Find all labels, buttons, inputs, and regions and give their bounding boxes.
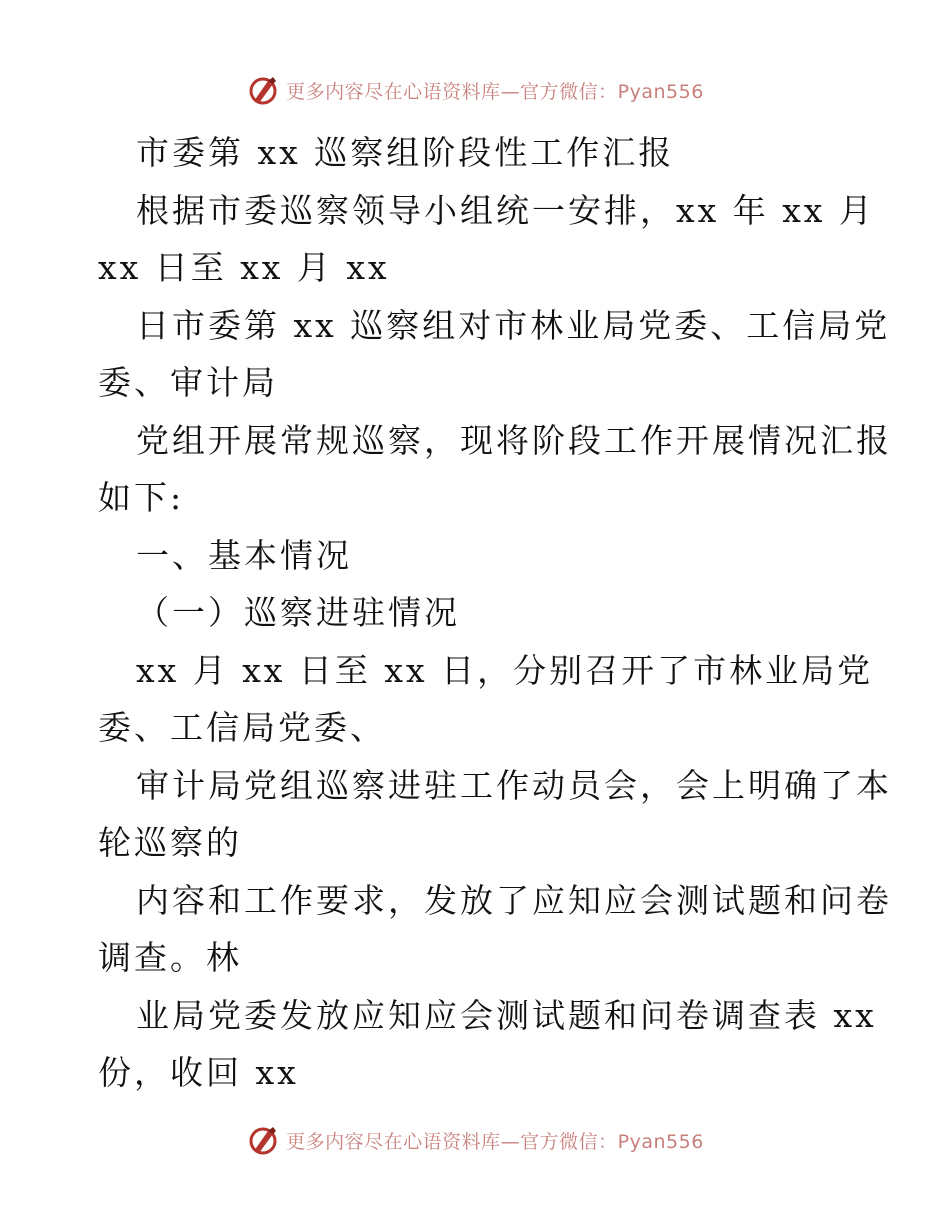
paragraph-line: 市委第 xx 巡察组阶段性工作汇报 xyxy=(136,133,675,172)
paragraph-line: （一）巡察进驻情况 xyxy=(136,593,460,632)
paragraph-line: 轮巡察的 xyxy=(98,823,242,862)
watermark-text: 更多内容尽在心语资料库—官方微信：Pyan556 xyxy=(286,1130,704,1153)
paragraph-line: 党组开展常规巡察，现将阶段工作开展情况汇报 xyxy=(136,420,892,460)
paragraph-line: 审计局党组巡察进驻工作动员会，会上明确了本 xyxy=(136,765,892,805)
watermark-text: 更多内容尽在心语资料库—官方微信：Pyan556 xyxy=(286,80,704,103)
paragraph-line: 业局党委发放应知应会测试题和问卷调查表 xx xyxy=(136,995,877,1035)
paragraph-line: 一、基本情况 xyxy=(136,535,352,575)
paragraph-line: 委、审计局 xyxy=(98,363,278,402)
paragraph-line: xx 日至 xx 月 xx xyxy=(98,248,390,287)
pen-logo-icon xyxy=(246,73,280,107)
paragraph-line: 委、工信局党委、 xyxy=(98,708,386,747)
paragraph-line: 内容和工作要求，发放了应知应会测试题和问卷 xyxy=(136,880,892,920)
paragraph-line: xx 月 xx 日至 xx 日，分别召开了市林业局党 xyxy=(136,650,874,690)
footer-watermark-banner xyxy=(0,1120,950,1160)
document-body xyxy=(98,124,892,1102)
paragraph-line: 份，收回 xx xyxy=(98,1053,299,1092)
header-watermark-banner xyxy=(0,70,950,110)
paragraph-line: 如下: xyxy=(98,478,185,517)
paragraph-line: 根据市委巡察领导小组统一安排，xx 年 xx 月 xyxy=(136,190,875,230)
pen-logo-icon xyxy=(246,1123,280,1157)
paragraph-line: 日市委第 xx 巡察组对市林业局党委、工信局党 xyxy=(136,305,891,345)
paragraph-line: 调查。林 xyxy=(98,938,242,977)
